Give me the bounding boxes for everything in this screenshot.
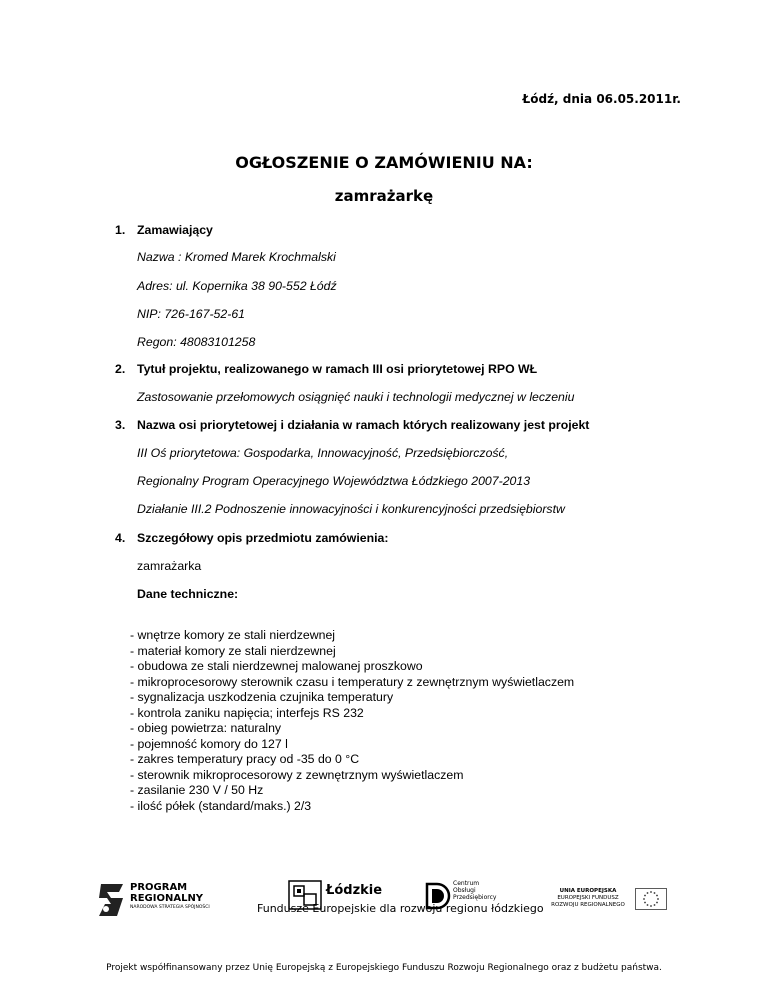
- eu-logo: [547, 888, 667, 918]
- spec-item: - sygnalizacja uszkodzenia czujnika temperatury: [130, 690, 394, 704]
- document-subtitle: zamrażarkę: [334, 187, 434, 205]
- eu-line-2: EUROPEJSKI FUNDUSZ: [557, 895, 619, 901]
- buyer-address: Adres: ul. Kopernika 38 90-552 Łódź: [137, 279, 337, 293]
- section-title: Zamawiający: [137, 223, 213, 237]
- section-1-heading: [115, 223, 213, 237]
- section-number: 2.: [115, 362, 126, 376]
- project-title: Zastosowanie przełomowych osiągnięć nauki i technologii medycznej w leczeniu: [137, 390, 575, 404]
- buyer-regon: Regon: 48083101258: [137, 335, 256, 349]
- axis-line-1: III Oś priorytetowa: Gospodarka, Innowacyjność, Przedsiębiorczość,: [137, 446, 509, 460]
- spec-item: - kontrola zaniku napięcia; interfejs RS 232: [130, 705, 364, 720]
- centrum-line-2: Obsługi: [453, 887, 476, 894]
- section-number: 3.: [115, 418, 126, 432]
- pr-line-2: REGIONALNY: [130, 893, 204, 904]
- section-3-heading: [115, 418, 589, 432]
- section-title: Szczegółowy opis przedmiotu zamówienia:: [137, 531, 389, 545]
- program-regionalny-icon: [97, 882, 127, 918]
- axis-line-3: Działanie III.2 Podnoszenie innowacyjności i konkurencyjności przedsiębiorstw: [137, 502, 565, 516]
- spec-item: - wnętrze komory ze stali nierdzewnej: [130, 628, 336, 642]
- buyer-nip: NIP: 726-167-52-61: [137, 307, 246, 321]
- document-date: Łódź, dnia 06.05.2011r.: [522, 92, 681, 106]
- section-4-heading: [115, 531, 388, 545]
- section-2-heading: [115, 362, 537, 376]
- section-title: Tytuł projektu, realizowanego w ramach III osi priorytetowej RPO WŁ: [137, 362, 538, 376]
- eu-flag-icon: [635, 888, 667, 910]
- spec-item: - materiał komory ze stali nierdzewnej: [130, 643, 336, 658]
- program-regionalny-logo: [97, 880, 227, 920]
- spec-item: - ilość półek (standard/maks.) 2/3: [130, 798, 312, 813]
- axis-line-2: Regionalny Program Operacyjnego Województwa Łódzkiego 2007-2013: [137, 474, 531, 488]
- spec-item: - mikroprocesorowy sterownik czasu i temperatury z zewnętrznym wyświetlaczem: [130, 674, 575, 689]
- spec-item: - zakres temperatury pracy od -35 do 0 °C: [130, 752, 360, 766]
- spec-item: - pojemność komory do 127 l: [130, 736, 288, 751]
- spec-item: - obieg powietrza: naturalny: [130, 721, 282, 735]
- spec-list: [130, 628, 574, 814]
- tech-heading: Dane techniczne:: [137, 587, 239, 601]
- eu-line-1: UNIA EUROPEJSKA: [559, 888, 617, 894]
- section-number: 1.: [115, 223, 126, 237]
- fundusze-caption: Fundusze Europejskie dla rozwoju regionu łódzkiego: [257, 902, 544, 915]
- document-title: OGŁOSZENIE O ZAMÓWIENIU NA:: [235, 153, 533, 172]
- order-item: zamrażarka: [137, 559, 202, 573]
- spec-item: - sterownik mikroprocesorowy z zewnętrznym wyświetlaczem: [130, 767, 464, 782]
- buyer-name: Nazwa : Kromed Marek Krochmalski: [137, 250, 336, 264]
- spec-item: - obudowa ze stali nierdzewnej malowanej proszkowo: [130, 659, 423, 673]
- eu-line-3: ROZWOJU REGIONALNEGO: [551, 902, 625, 908]
- footer-note: Projekt współfinansowany przez Unię Europejską z Europejskiego Funduszu Rozwoju Regionalnego oraz z budżetu państwa.: [106, 963, 662, 973]
- section-number: 4.: [115, 531, 126, 545]
- pr-line-3: NARODOWA STRATEGIA SPÓJNOŚCI: [130, 905, 210, 910]
- section-title: Nazwa osi priorytetowej i działania w ramach których realizowany jest projekt: [137, 418, 590, 432]
- centrum-line-1: Centrum: [453, 880, 480, 887]
- spec-item: - zasilanie 230 V / 50 Hz: [130, 783, 264, 797]
- centrum-line-3: Przedsiębiorcy: [453, 894, 497, 901]
- pr-line-1: PROGRAM: [130, 882, 188, 893]
- lodzkie-text: Łódzkie: [326, 883, 383, 898]
